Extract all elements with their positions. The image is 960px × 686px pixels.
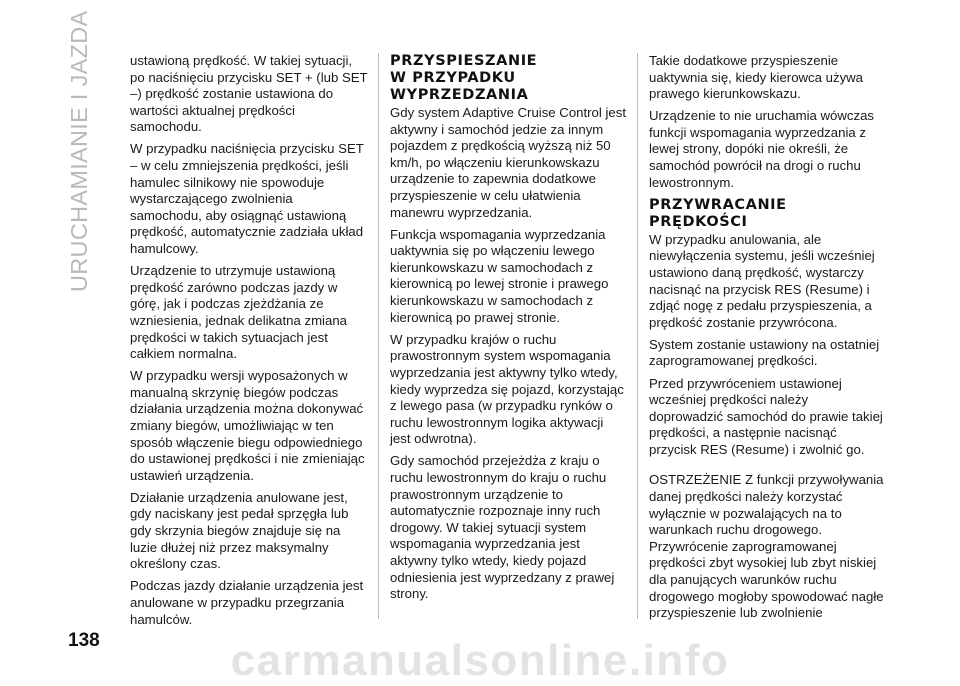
- paragraph: Urządzenie to nie uruchamia wówczas funkcji wspomagania wyprzedzania z lewej strony, dopóki nie określi, że samochód powrócił na drogi o ruchu lewostronnym.: [649, 108, 875, 190]
- page-number: 138: [68, 630, 100, 651]
- paragraph: Takie dodatkowe przyspieszenie uaktywnia się, kiedy kierowca używa prawego kierunkowskazu.: [649, 53, 864, 102]
- paragraph: System zostanie ustawiony na ostatniej zaprogramowanej prędkości.: [649, 336, 880, 369]
- paragraph: Urządzenie to utrzymuje ustawioną prędkość zarówno podczas jazdy w górę, jak i podczas zjeżdżania ze wzniesienia, jednak delikatna zmiana prędkości w takich sytuacjach jest całkiem normalna.: [130, 263, 347, 362]
- paragraph: Przed przywróceniem ustawionej wcześniej prędkości należy doprowadzić samochód do prawie takiej prędkości, a następnie nacisnąć przycisk RES (Resume) i zwolnić go.: [649, 375, 883, 457]
- paragraph: Podczas jazdy działanie urządzenia jest anulowane w przypadku przegrzania hamulców.: [130, 578, 364, 627]
- paragraph: W przypadku krajów o ruchu prawostronnym system wspomagania wyprzedzania jest aktywny tylko wtedy, kiedy wyprzedza się pojazd, korzystając z lewego pasa (w przypadku rynków o ruchu lewostronnym logika aktywacji jest odwrotna).: [390, 331, 624, 447]
- column-divider: [378, 53, 379, 619]
- section-heading-speed-resume: [649, 197, 885, 231]
- watermark: carmanualsonline.info: [230, 635, 730, 685]
- heading-line: WYPRZEDZANIA: [390, 87, 529, 103]
- warning-paragraph: OSTRZEŻENIE Z funkcji przywoływania danej prędkości należy korzystać wyłącznie w pozwalających na to warunkach ruchu drogowego. Przywrócenie zaprogramowanej prędkości zbyt wysokiej lub zbyt niskiej dla panujących warunków ruchu drogowego mogłoby spowodować nagłe przyspieszenie lub zwolnienie: [649, 472, 884, 621]
- text-column-2: [390, 53, 626, 608]
- text-column-1: [130, 53, 368, 634]
- heading-line: PRZYWRACANIE: [649, 196, 787, 213]
- paragraph: Funkcja wspomagania wyprzedzania uaktywnia się po włączeniu lewego kierunkowskazu w samochodach z kierownicą po lewej stronie i prawego kierunkowskazu w samochodach z kierownicą po prawej stronie.: [390, 226, 609, 325]
- paragraph: ustawioną prędkość. W takiej sytuacji, po naciśnięciu przycisku SET + (lub SET –) prędkość zostanie ustawiona do wartości aktualnej prędkości samochodu.: [130, 53, 368, 135]
- paragraph: Działanie urządzenia anulowane jest, gdy naciskany jest pedał sprzęgła lub gdy skrzynia biegów znajduje się na luzie dłużej niż przez maksymalny określony czas.: [130, 489, 349, 572]
- section-side-title-text: URUCHAMIANIE I JAZDA: [66, 10, 92, 292]
- section-heading-overtaking-acceleration: [390, 53, 626, 104]
- heading-line: PRZYSPIESZANIE: [390, 53, 538, 69]
- paragraph: W przypadku naciśnięcia przycisku SET – w celu zmniejszenia prędkości, jeśli hamulec silnikowy nie spowoduje wystarczającego zwolnienia samochodu, aby osiągnąć ustawioną prędkość, automatycznie zadziała układ hamulcowy.: [130, 141, 364, 257]
- column-divider: [637, 53, 638, 619]
- paragraph: Gdy system Adaptive Cruise Control jest aktywny i samochód jedzie za innym pojazdem z prędkością wyższą niż 50 km/h, po włączeniu kierunkowskazu urządzenie to zapewnia dodatkowe przyspieszenie w celu ułatwienia manewru wyprzedzania.: [390, 105, 627, 220]
- heading-line: W PRZYPADKU: [390, 70, 516, 86]
- paragraph: W przypadku anulowania, ale niewyłączenia systemu, jeśli wcześniej ustawiono daną prędkość, wystarczy nacisnąć na przycisk RES (Resume) i zdjąć nogę z pedału przyspieszenia, a prędkość zostanie przywrócona.: [649, 231, 875, 330]
- paragraph: Gdy samochód przejeżdża z kraju o ruchu lewostronnym do kraju o ruchu prawostronnym urządzenie to automatycznie rozpoznaje inny ruch drogowy. W takiej sytuacji system wspomagania wyprzedzania jest aktywny tylko wtedy, kiedy pojazd odniesienia jest wyprzedzany z prawej strony.: [390, 453, 615, 602]
- heading-line: PRĘDKOŚCI: [649, 213, 748, 230]
- text-column-3: [649, 53, 885, 627]
- paragraph: W przypadku wersji wyposażonych w manualną skrzynię biegów podczas działania urządzenia można dokonywać zmiany biegów, umożliwiając w ten sposób włączenie biegu odpowiedniego do ustawionej prędkości i nie zmieniając ustawień urządzenia.: [130, 368, 365, 483]
